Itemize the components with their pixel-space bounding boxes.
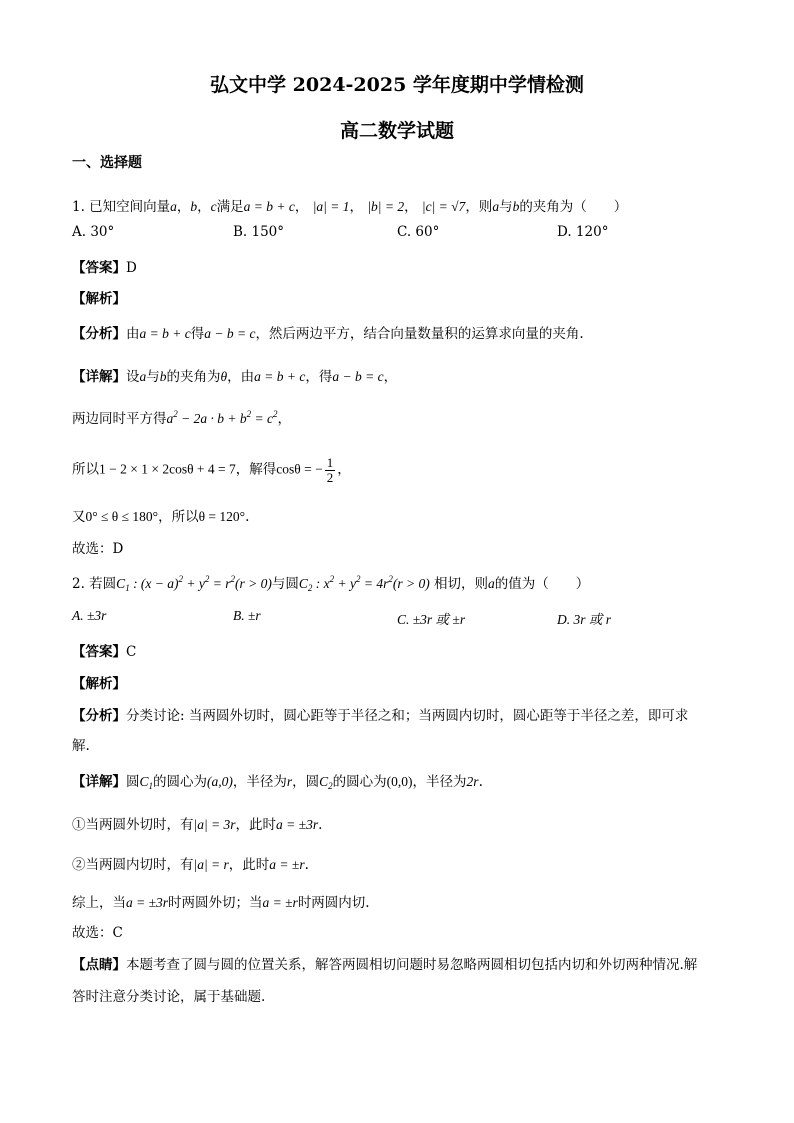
exam-subtitle: 高二数学试题 (339, 120, 454, 142)
q2-answer: 【答案】C (72, 644, 137, 660)
exam-title: 弘文中学 2024-2025 学年度期中学情检测 (210, 74, 584, 96)
q2-analysis-tag: 【解析】 (72, 676, 126, 692)
q1-answer: 【答案】D (72, 260, 137, 276)
q2-option-d: D. 3r 或 r (557, 612, 612, 627)
circle-c1-equation: $C_1$ : $(x - a)^2 + y^2 = r^2(r > 0)$ (116, 574, 272, 593)
q1-option-c: C. 60° (397, 224, 440, 240)
q2-fenxi-cont: 解. (72, 738, 90, 754)
q2-option-c: C. ±3r 或 ±r (397, 612, 466, 627)
q1-xiangjie: 【详解】设a与b的夹角为θ，由a = b + c，得a − b = c， (72, 369, 398, 385)
q2-option-a: A. ±3r (72, 608, 107, 623)
q1-final: 故选：D (72, 541, 124, 557)
q2-stem: 2. 若圆$C_1$ : $(x - a)^2 + y^2 = r^2(r > 0)$与圆$C_2$ : $x^2 + y^2 = 4r^2(r > 0)$ 相切，则a的值为（ ） (72, 574, 590, 593)
q2-dianjing: 【点睛】本题考查了圆与圆的位置关系，解答两圆相切问题时易忽略两圆相切包括内切和外切两种情况.解 (72, 957, 698, 973)
q1-square-step: 两边同时平方得$a^2 - 2a \cdot b + b^2 = c^2$， (72, 409, 291, 427)
q2-case2: ②当两圆内切时，有|a| = r，此时a = ±r. (72, 857, 309, 873)
q1-range-step: 又0° ≤ θ ≤ 180°，所以θ = 120°. (72, 509, 250, 525)
q2-summary: 综上，当a = ±3r时两圆外切；当a = ±r时两圆内切. (72, 895, 370, 911)
q2-option-b: B. ±r (233, 608, 261, 623)
q2-fenxi: 【分析】分类讨论: 当两圆外切时，圆心距等于半径之和；当两圆内切时，圆心距等于半径之差，即可求 (72, 708, 689, 724)
q2-xiangjie: 【详解】圆$C_1$的圆心为(a,0)，半径为r，圆$C_2$的圆心为(0,0)，半径为2r. (72, 774, 483, 791)
q1-stem: 1. 已知空间向量a，b，c满足a = b + c， |a| = 1， |b| = 2， |c| = √7，则a与b的夹角为（ ） (72, 199, 628, 215)
q1-option-d: D. 120° (557, 224, 609, 240)
q1-vector-equation: a = b + c (243, 199, 295, 214)
section-heading: 一、选择题 (72, 155, 142, 171)
q2-case1: ①当两圆外切时，有|a| = 3r，此时a = ±3r. (72, 817, 323, 833)
circle-c2-equation: $C_2$ : $x^2 + y^2 = 4r^2(r > 0)$ (298, 574, 430, 593)
fraction-one-half: $\frac{1}{2}$ (326, 455, 334, 485)
q1-option-a: A. 30° (72, 224, 115, 240)
q1-so-step: 所以1 − 2 × 1 × 2cosθ + 4 = 7，解得cosθ = − $\frac{1}{2}$ ， (72, 455, 351, 485)
q1-analysis-tag: 【解析】 (72, 291, 126, 307)
q1-fenxi: 【分析】由a = b + c得a − b = c，然后两边平方，结合向量数量积的运算求向量的夹角. (72, 326, 584, 342)
q1-option-b: B. 150° (233, 224, 285, 240)
q2-final: 故选：C (72, 925, 123, 941)
q2-dianjing-cont: 答时注意分类讨论，属于基础题. (72, 989, 266, 1005)
